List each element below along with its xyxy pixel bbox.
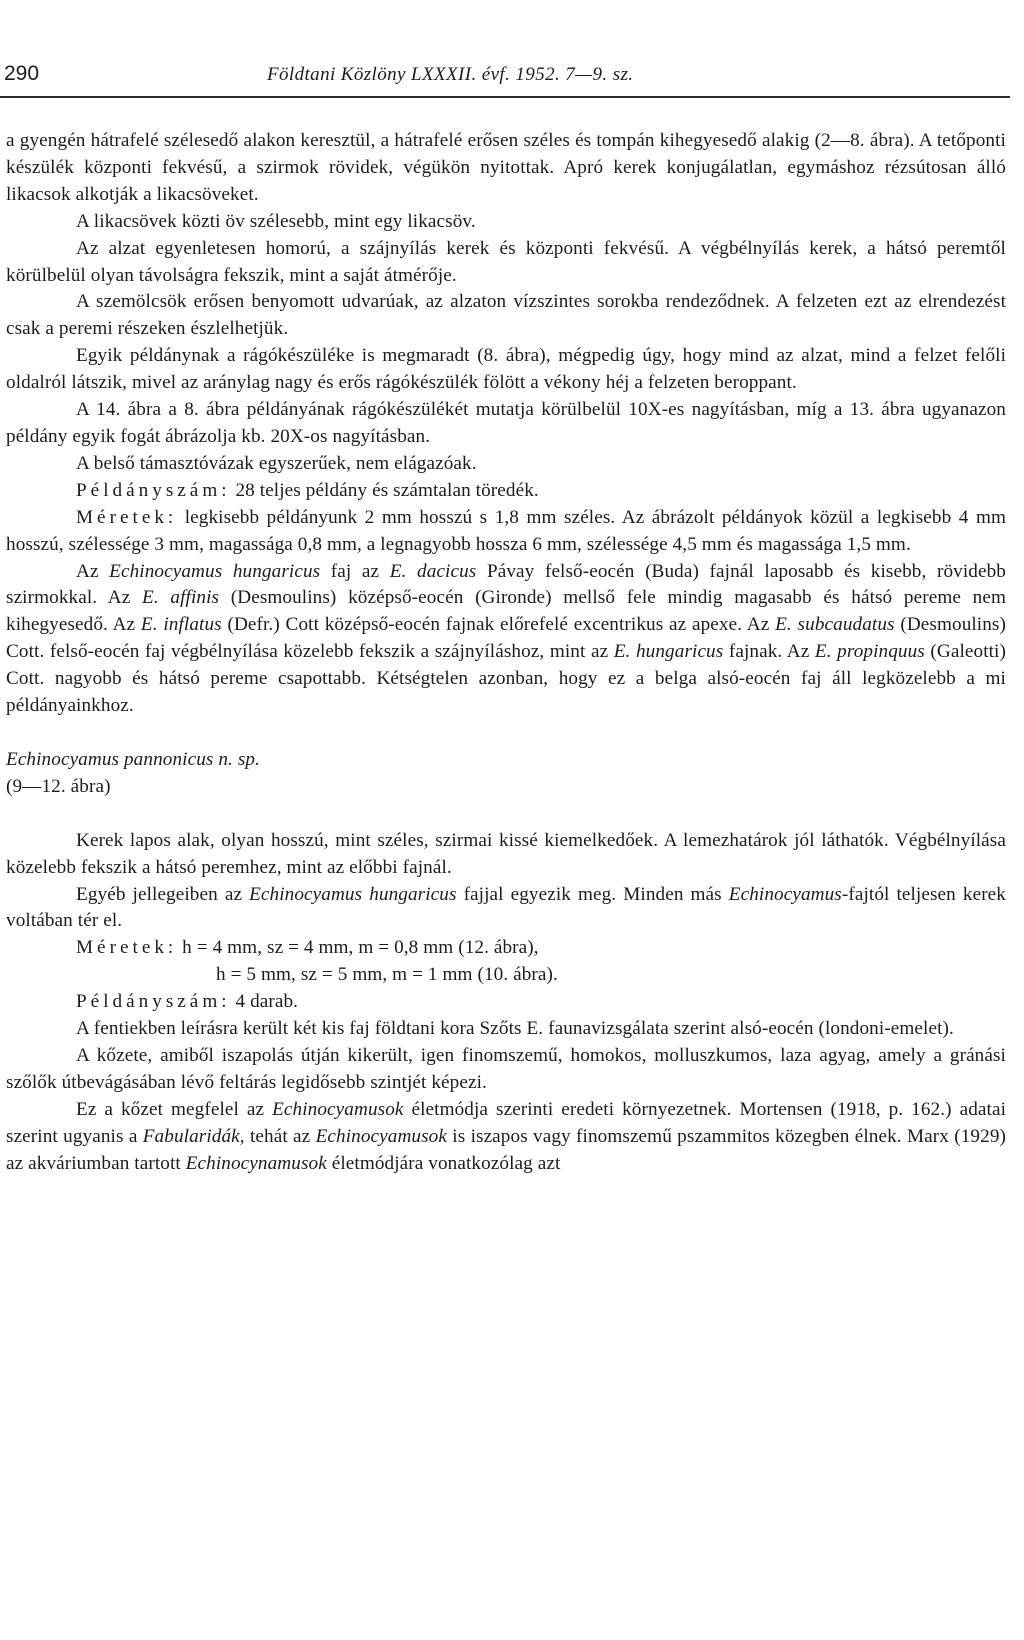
measurements-line: h = 4 mm, sz = 4 mm, m = 0,8 mm (12. ábra), bbox=[177, 937, 539, 959]
species-name: Echinocyamus hungaricus bbox=[109, 560, 321, 582]
ecology-paragraph bbox=[6, 1097, 1006, 1178]
text-run: (Desmoulins) Cott. felső-eocén faj végbélnyílása közelebb fekszik a szájnyíláshoz, mint az bbox=[6, 614, 1006, 663]
measurements-label: Méretek: bbox=[76, 506, 178, 528]
text-run: fajnak. Az bbox=[723, 641, 815, 663]
text-run: életmódja szerinti eredeti környezetnek. Mortensen (1918, p. 162.) adatai szerint ugyanis a bbox=[6, 1098, 1006, 1147]
species-name: Fabularidák bbox=[142, 1125, 240, 1147]
text-run: is iszapos vagy finomszemű pszammitos közegben élnek. Marx (1929) az akváriumban tartott bbox=[6, 1125, 1007, 1174]
specimen-count bbox=[6, 478, 1006, 505]
measurements-label: Méretek: bbox=[76, 937, 178, 959]
species-heading-suffix: n. sp. bbox=[213, 748, 261, 770]
paragraph: A 14. ábra a 8. ábra példányának rágókészülékét mutatja körülbelül 10X-es nagyításban, míg a 13. ábra ugyanazon példány egyik fogát ábrázolja kb. 20X-os nagyításban. bbox=[6, 399, 1006, 447]
running-title: Földtani Közlöny LXXXII. évf. 1952. 7—9. sz. bbox=[267, 64, 634, 85]
text-run: fajjal egyezik meg. Minden más bbox=[456, 883, 729, 905]
species-heading-name: Echinocyamus pannonicus bbox=[6, 748, 214, 770]
section-gap bbox=[6, 801, 1006, 828]
species-name: E. dacicus bbox=[389, 560, 477, 582]
specimen-count-2 bbox=[6, 989, 1006, 1016]
paragraph: Egyik példánynak a rágókészüléke is megmaradt (8. ábra), mégpedig úgy, hogy mind az alzat, mind a felzet felőli oldalról látszik, mivel az aránylag nagy és erős rágókészülék fölött a vékony héj a felzeten beroppant. bbox=[6, 345, 1006, 394]
text-run: Egyéb jellegeiben az bbox=[76, 883, 250, 905]
measurements-2 bbox=[6, 935, 1006, 962]
features-paragraph bbox=[6, 882, 1006, 936]
text-run: (Defr.) Cott középső-eocén fajnak előrefelé excentrikus az apexe. Az bbox=[221, 614, 776, 636]
text-run: Ez a kőzet megfelel az bbox=[76, 1098, 273, 1120]
measurements-2-line2 bbox=[6, 962, 1006, 989]
text-run: , tehát az bbox=[239, 1125, 316, 1147]
header-rule bbox=[0, 96, 1010, 98]
species-heading bbox=[6, 747, 1006, 774]
paragraph: A belső támasztóvázak egyszerűek, nem elágazóak. bbox=[76, 452, 477, 474]
paragraph: A fentiekben leírásra került két kis faj földtani kora Szőts E. faunavizsgálata szerint alsó-eocén (londoni-emelet). bbox=[76, 1018, 954, 1040]
species-name: Echinocyamus bbox=[728, 883, 842, 905]
text-run: életmódjára vonatkozólag azt bbox=[326, 1152, 561, 1174]
specimen-count-label: Példányszám: bbox=[76, 991, 231, 1013]
text-run: Az bbox=[76, 560, 110, 582]
species-name: Echinocyamusok bbox=[272, 1098, 404, 1120]
measurements bbox=[6, 505, 1006, 559]
text-run: faj az bbox=[320, 560, 390, 582]
article-body bbox=[6, 128, 1006, 1178]
species-name: E. subcaudatus bbox=[775, 614, 895, 636]
specimen-count-text: 4 darab. bbox=[230, 991, 299, 1013]
species-name: E. affinis bbox=[142, 587, 220, 609]
comparison-paragraph bbox=[6, 559, 1006, 720]
paragraph: a gyengén hátrafelé szélesedő alakon keresztül, a hátrafelé erősen széles és tompán kihegyesedő alakig (2—8. ábra). A tetőponti készülék központi fekvésű, a szirmok rövidek, végükön nyitottak. Apró kerek konjugálatlan, egymáshoz rézsútosan álló likacsok alkotják a likacsöveket. bbox=[6, 130, 1006, 205]
paragraph: Az alzat egyenletesen homorú, a szájnyílás kerek és központi fekvésű. A végbélnyílás kerek, a hátsó peremtől körülbelül olyan távolságra fekszik, mint a saját átmérője. bbox=[6, 237, 1006, 286]
measurements-line: h = 5 mm, sz = 5 mm, m = 1 mm (10. ábra). bbox=[216, 964, 558, 986]
measurements-text: legkisebb példányunk 2 mm hosszú s 1,8 mm széles. Az ábrázolt példányok közül a legkisebb 4 mm hosszú, szélessége 3 mm, magassága 0,8 mm, a legnagyobb hossza 6 mm, szélessége 4,5 mm és magassága 1,5 mm. bbox=[6, 506, 1006, 555]
paragraph: Kerek lapos alak, olyan hosszú, mint széles, szirmai kissé kiemelkedőek. A lemezhatárok jól láthatók. Végbélnyílása közelebb fekszik a hátsó peremhez, mint az előbbi fajnál. bbox=[6, 829, 1006, 878]
species-figures: (9—12. ábra) bbox=[6, 775, 111, 797]
text-run: (Galeotti) Cott. nagyobb és hátsó pereme csapottabb. Kétségtelen azonban, hogy ez a belga alsó-eocén faj áll legközelebb a mi példányainkhoz. bbox=[6, 641, 1006, 717]
text-run: -fajtól teljesen kerek voltában tér el. bbox=[6, 883, 1006, 932]
paragraph: A kőzete, amiből iszapolás útján kikerült, igen finomszemű, homokos, molluszkumos, laza agyag, amely a gránási szőlők útbevágásában lévő feltárás legidősebb szintjét képezi. bbox=[6, 1045, 1006, 1093]
paragraph: A szemölcsök erősen benyomott udvarúak, az alzaton vízszintes sorokba rendeződnek. A felzeten ezt az elrendezést csak a peremi részeken észlelhetjük. bbox=[6, 291, 1006, 340]
species-name: E. propinquus bbox=[814, 641, 925, 663]
species-name: Echinocynamusok bbox=[185, 1152, 327, 1174]
page-number: 290 bbox=[4, 62, 40, 85]
species-name: E. hungaricus bbox=[613, 641, 724, 663]
specimen-count-text: 28 teljes példány és számtalan töredék. bbox=[230, 479, 539, 501]
species-name: Echinocyamusok bbox=[315, 1125, 447, 1147]
page-header bbox=[4, 62, 1004, 92]
section-gap bbox=[6, 720, 1006, 747]
text-run: Pávay felső-eocén (Buda) fajnál laposabb és kisebb, rövidebb szirmokkal. Az bbox=[6, 560, 1006, 609]
species-name: E. inflatus bbox=[140, 614, 222, 636]
text-run: (Desmoulins) középső-eocén (Gironde) mellső fele mindig magasabb és hátsó pereme nem kihegyesedő. Az bbox=[6, 587, 1006, 636]
specimen-count-label: Példányszám: bbox=[76, 479, 231, 501]
paragraph: A likacsövek közti öv szélesebb, mint egy likacsöv. bbox=[76, 210, 476, 232]
species-name: Echinocyamus hungaricus bbox=[249, 883, 457, 905]
